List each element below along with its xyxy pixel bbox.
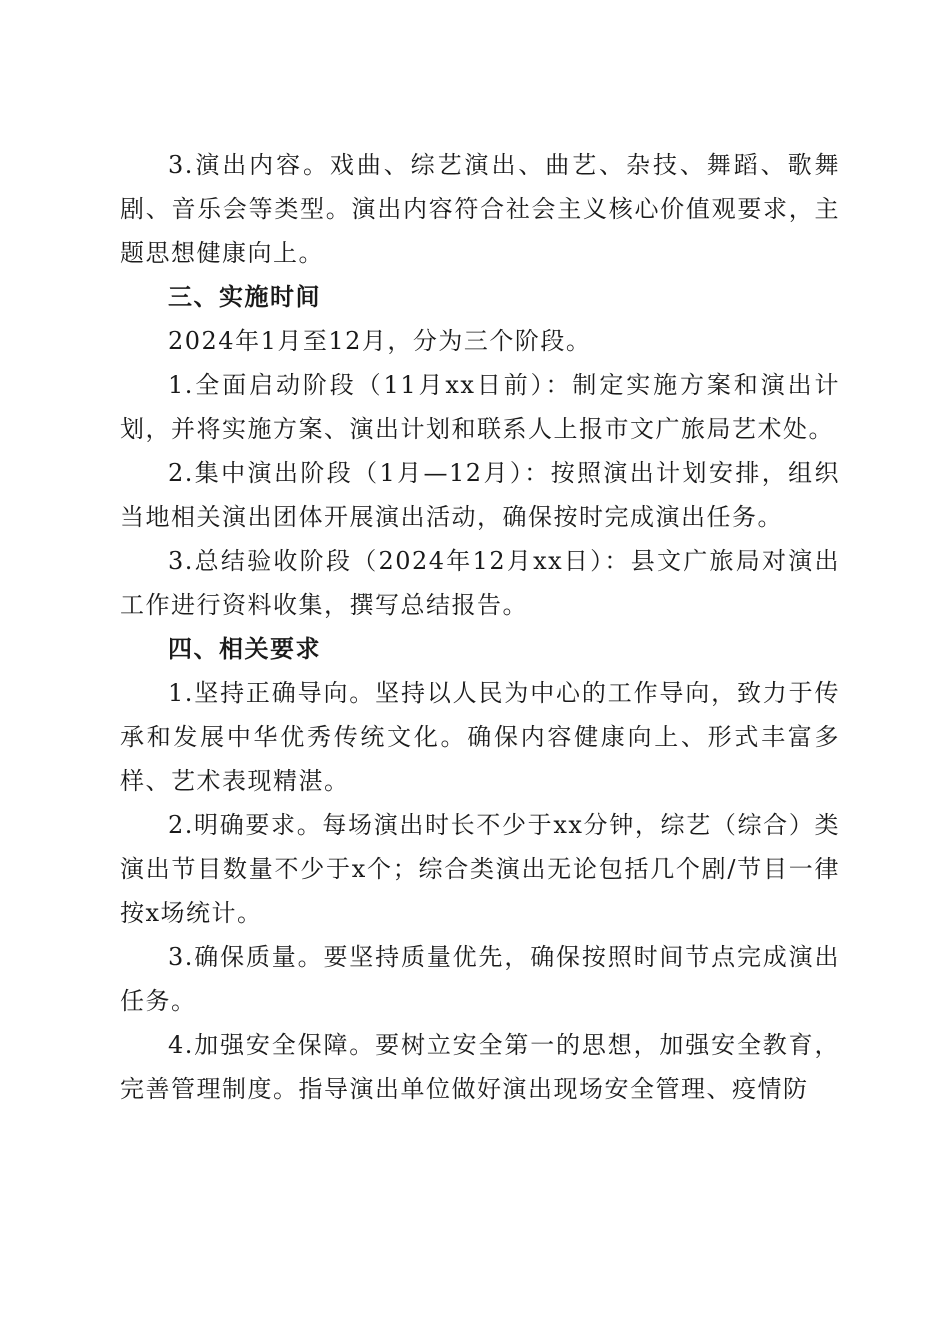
paragraph-requirement-1: 1.坚持正确导向。坚持以人民为中心的工作导向，致力于传承和发展中华优秀传统文化。确保内容健康向上、形式丰富多样、艺术表现精湛。 [120, 679, 840, 795]
paragraph-requirement-2: 2.明确要求。每场演出时长不少于xx分钟，综艺（综合）类演出节目数量不少于x个；综合类演出无论包括几个剧/节目一律按x场统计。 [120, 811, 840, 927]
paragraph-phase-3: 3.总结验收阶段（2024年12月xx日）：县文广旅局对演出工作进行资料收集，撰写总结报告。 [120, 547, 840, 619]
paragraph-content-types: 3.演出内容。戏曲、综艺演出、曲艺、杂技、舞蹈、歌舞剧、音乐会等类型。演出内容符合社会主义核心价值观要求，主题思想健康向上。 [120, 151, 840, 267]
paragraph-phase-1: 1.全面启动阶段（11月xx日前）：制定实施方案和演出计划，并将实施方案、演出计划和联系人上报市文广旅局艺术处。 [120, 371, 840, 443]
paragraph-requirement-4: 4.加强安全保障。要树立安全第一的思想，加强安全教育，完善管理制度。指导演出单位做好演出现场安全管理、疫情防 [120, 1031, 840, 1103]
paragraph-phase-2: 2.集中演出阶段（1月—12月）：按照演出计划安排，组织当地相关演出团体开展演出活动，确保按时完成演出任务。 [120, 459, 840, 531]
document-page [120, 143, 840, 1111]
section-heading-requirements: 四、相关要求 [168, 635, 321, 663]
paragraph-period: 2024年1月至12月，分为三个阶段。 [168, 327, 592, 355]
paragraph-requirement-3: 3.确保质量。要坚持质量优先，确保按照时间节点完成演出任务。 [120, 943, 840, 1015]
section-heading-schedule: 三、实施时间 [168, 283, 321, 311]
